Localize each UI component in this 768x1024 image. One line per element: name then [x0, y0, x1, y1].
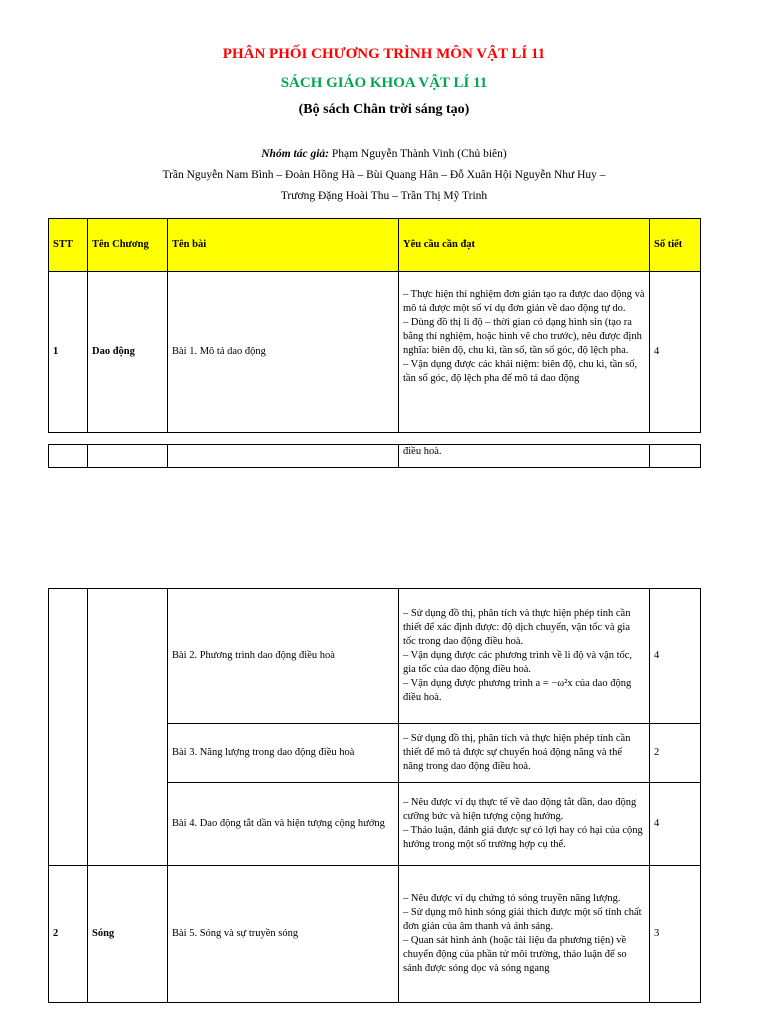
authors-line-2: Trần Nguyễn Nam Bình – Đoàn Hồng Hà – Bùi Quang Hân – Đỗ Xuân Hội Nguyễn Như Huy – — [162, 169, 606, 181]
cont-requirements: điều hoà. — [399, 445, 650, 468]
requirement-item: – Dùng đồ thị li độ – thời gian có dạng hình sin (tạo ra bằng thí nghiệm, hoặc hình vẽ cho trước), nêu được định nghĩa: biên độ, chu kì, tần số, tần số góc, độ lệch pha. — [403, 316, 642, 356]
requirement-item: – Nêu được ví dụ thực tế về dao động tắt dần, dao động cưỡng bức và hiện tượng cộng hưởng. — [403, 797, 637, 822]
table-row — [49, 272, 701, 433]
col-header-periods: Số tiết — [650, 219, 701, 272]
requirement-item: – Vận dụng được các khái niệm: biên độ, chu kì, tần số, tần số góc, độ lệch pha để mô tả dao động — [403, 358, 638, 384]
document-title: PHÂN PHỐI CHƯƠNG TRÌNH MÔN VẬT LÍ 11 — [222, 46, 546, 62]
row-stt: 1 — [49, 272, 88, 433]
requirement-item: – Sử dụng mô hình sóng giải thích được một số tính chất đơn giản của âm thanh và ánh sáng. — [403, 907, 642, 932]
row-periods: 4 — [650, 589, 701, 724]
row-lesson: Bài 3. Năng lượng trong dao động điều hoà — [168, 724, 399, 783]
authors-label: Nhóm tác giả: — [261, 148, 329, 160]
row-chapter: Dao động — [88, 272, 168, 433]
table-row — [49, 445, 701, 468]
col-header-requirements: Yêu cầu cần đạt — [399, 219, 650, 272]
cont-stt — [49, 445, 88, 468]
table-row — [49, 589, 701, 724]
requirement-item: – Vận dụng được các phương trình về li độ và vận tốc, gia tốc của dao động điều hoà. — [403, 650, 633, 675]
row-periods: 2 — [650, 724, 701, 783]
row-stt — [49, 589, 88, 866]
row-requirements — [399, 866, 650, 1003]
requirement-item: – Nêu được ví dụ chứng tỏ sóng truyền năng lượng. — [403, 893, 621, 904]
table-header-row — [49, 219, 701, 272]
authors-line-1 — [0, 144, 768, 165]
row-periods: 4 — [650, 783, 701, 866]
curriculum-table-part-1 — [48, 218, 701, 433]
requirement-item: – Sử dụng đồ thị, phân tích và thực hiện phép tính cần thiết để xác định được: độ dịch chuyển, vận tốc và gia tốc trong dao động điều hoà. — [403, 608, 631, 647]
row-stt: 2 — [49, 866, 88, 1003]
row-requirements — [399, 589, 650, 724]
row-lesson: Bài 1. Mô tả dao động — [168, 272, 399, 433]
row-lesson: Bài 2. Phương trình dao động điều hoà — [168, 589, 399, 724]
cont-lesson — [168, 445, 399, 468]
row-lesson: Bài 5. Sóng và sự truyền sóng — [168, 866, 399, 1003]
chief-editor: Phạm Nguyễn Thành Vinh (Chủ biên) — [331, 148, 507, 160]
authors-line-3: Trương Đặng Hoài Thu – Trần Thị Mỹ Trinh — [280, 190, 488, 202]
row-periods: 3 — [650, 866, 701, 1003]
cont-periods — [650, 445, 701, 468]
col-header-chapter: Tên Chương — [88, 219, 168, 272]
row-periods: 4 — [650, 272, 701, 433]
col-header-stt: STT — [49, 219, 88, 272]
curriculum-table-part-2 — [48, 588, 701, 1003]
requirement-item: – Sử dụng đồ thị, phân tích và thực hiện phép tính cần thiết để mô tả được sự chuyển hoá động năng và thế năng trong dao động điều hoà. — [403, 733, 631, 772]
curriculum-table-continuation — [48, 444, 701, 468]
row-requirements — [399, 272, 650, 433]
table-row — [49, 866, 701, 1003]
row-lesson: Bài 4. Dao động tắt dần và hiện tượng cộng hưởng — [168, 783, 399, 866]
col-header-lesson: Tên bài — [168, 219, 399, 272]
book-series: (Bộ sách Chân trời sáng tạo) — [298, 102, 470, 117]
requirement-item: – Quan sát hình ảnh (hoặc tài liệu đa phương tiện) về chuyển động của phần tử môi trường, thảo luận để so sánh được sóng dọc và sóng ngang — [403, 935, 627, 974]
document-subtitle: SÁCH GIÁO KHOA VẬT LÍ 11 — [280, 75, 488, 91]
requirement-item: – Thực hiện thí nghiệm đơn giản tạo ra được dao động và mô tả được một số ví dụ đơn giản về dao động tự do. — [403, 288, 645, 314]
row-requirements — [399, 783, 650, 866]
requirement-item: – Thảo luận, đánh giá được sự có lợi hay có hại của cộng hưởng trong một số trường hợp cụ thể. — [403, 825, 643, 850]
row-chapter — [88, 589, 168, 866]
row-chapter: Sóng — [88, 866, 168, 1003]
row-requirements — [399, 724, 650, 783]
cont-chapter — [88, 445, 168, 468]
requirement-item: – Vận dụng được phương trình a = −ω²x của dao động điều hoà. — [403, 678, 632, 703]
